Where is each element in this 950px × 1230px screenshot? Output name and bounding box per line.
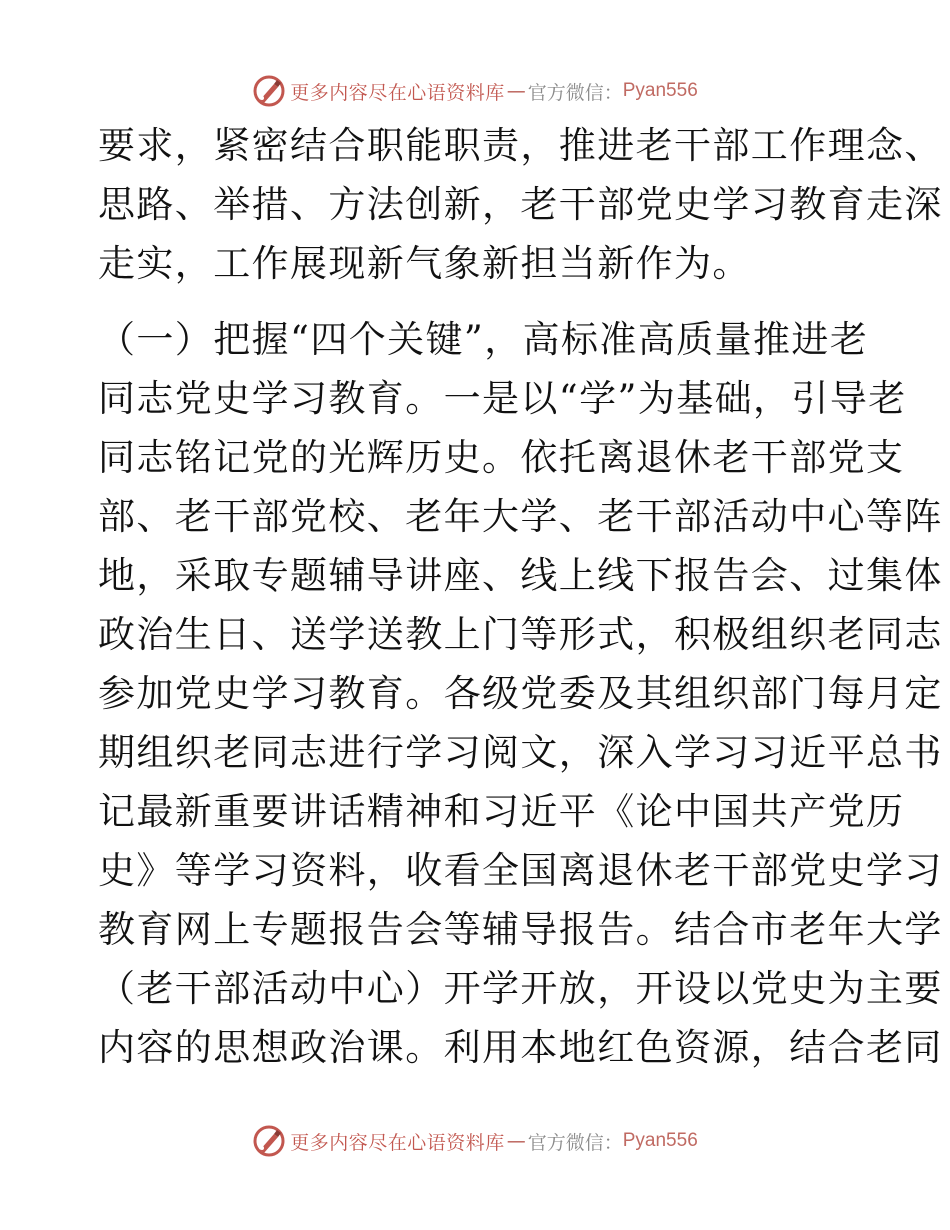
document-body	[98, 116, 943, 1077]
watermark-site-text: 更多内容尽在心语资料库	[290, 1131, 505, 1154]
text-line: 要求，紧密结合职能职责，推进老干部工作理念、	[98, 124, 943, 167]
watermark-wechat-label: 官方微信：	[527, 1131, 623, 1154]
paragraph-1	[98, 116, 943, 293]
text-line: 期组织老同志进行学习阅文，深入学习习近平总书	[98, 731, 943, 774]
footer-watermark	[0, 1121, 950, 1161]
watermark-wechat-id: Pyan556	[622, 80, 698, 101]
text-line: 内容的思想政治课。利用本地红色资源，结合老同	[98, 1026, 943, 1069]
text-line: 史》等学习资料，收看全国离退休老干部党史学习	[98, 849, 943, 892]
text-line: 部、老干部党校、老年大学、老干部活动中心等阵	[98, 495, 943, 538]
text-line: （老干部活动中心）开学开放，开设以党史为主要	[98, 967, 943, 1010]
watermark-wechat-id: Pyan556	[622, 1130, 698, 1151]
paragraph-2	[98, 310, 943, 1077]
text-line: 参加党史学习教育。各级党委及其组织部门每月定	[98, 672, 943, 715]
text-line: 思路、举措、方法创新，老干部党史学习教育走深	[98, 183, 943, 226]
watermark-wechat-label: 官方微信：	[527, 81, 623, 104]
watermark-dash: —	[506, 1130, 526, 1152]
pen-logo-icon	[252, 1124, 286, 1158]
text-line: 同志党史学习教育。一是以“学”为基础，引导老	[98, 377, 907, 420]
pen-logo-icon	[252, 74, 286, 108]
text-line: 教育网上专题报告会等辅导报告。结合市老年大学	[98, 908, 943, 951]
text-line: 同志铭记党的光辉历史。依托离退休老干部党支	[98, 436, 905, 479]
text-line: 地，采取专题辅导讲座、线上线下报告会、过集体	[98, 554, 943, 597]
text-line: 记最新重要讲话精神和习近平《论中国共产党历	[98, 790, 905, 833]
section-heading-line: （一）把握“四个关键”，高标准高质量推进老	[98, 318, 869, 361]
watermark-dash: —	[506, 80, 526, 102]
text-line: 走实，工作展现新气象新担当新作为。	[98, 242, 751, 285]
text-line: 政治生日、送学送教上门等形式，积极组织老同志	[98, 613, 943, 656]
watermark-site-text: 更多内容尽在心语资料库	[290, 81, 505, 104]
header-watermark	[0, 71, 950, 111]
